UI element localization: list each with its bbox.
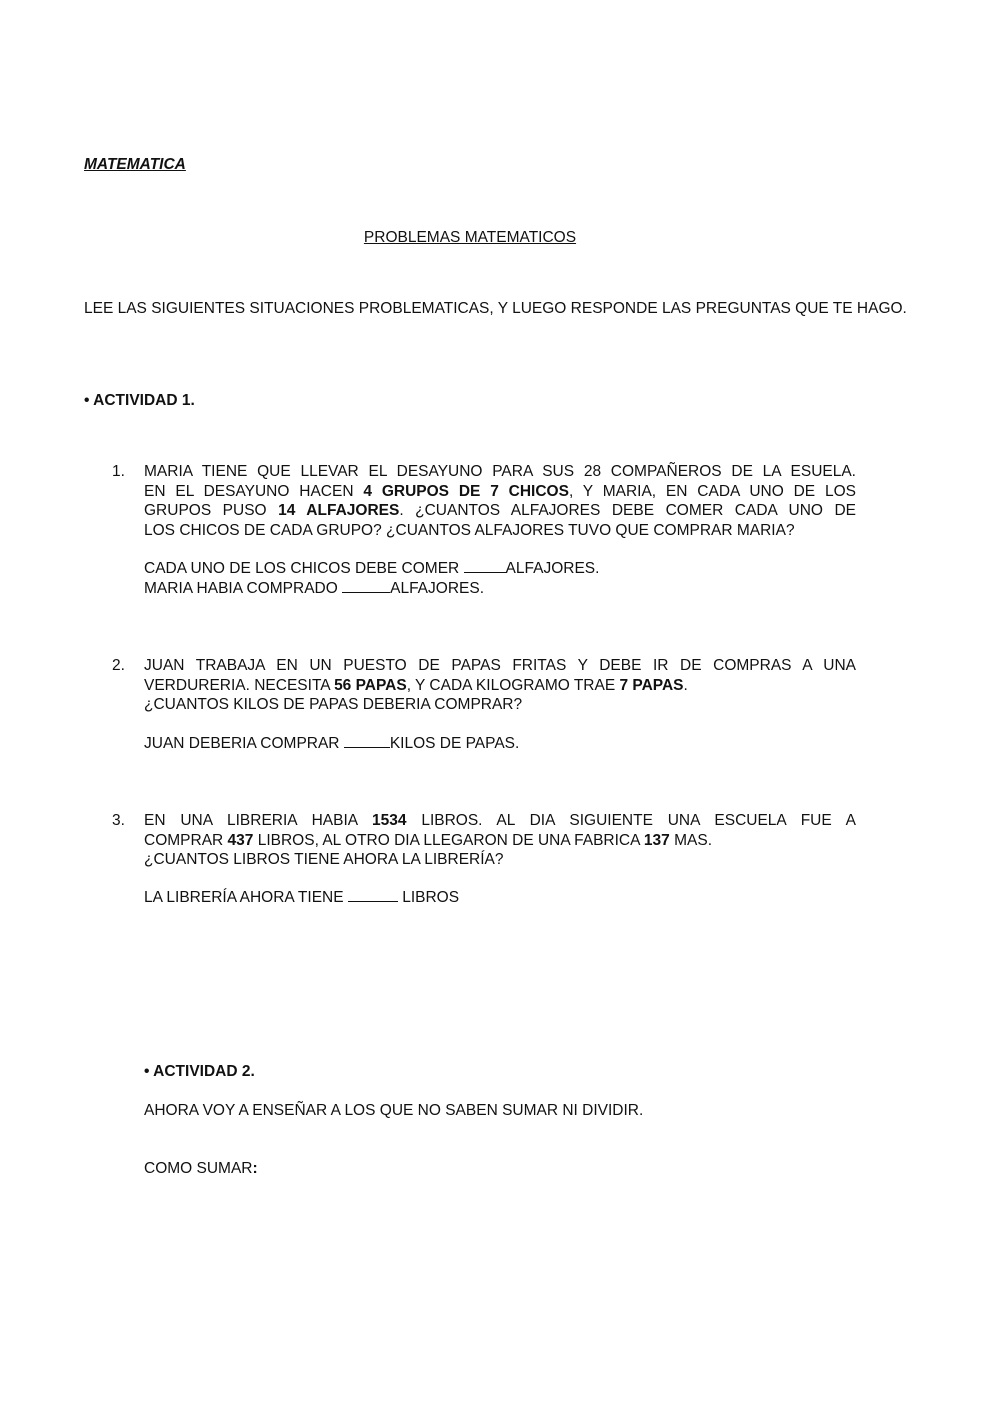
activity-1-heading: • ACTIVIDAD 1. (84, 392, 195, 409)
problem-1-answer-1: CADA UNO DE LOS CHICOS DEBE COMER ALFAJORES. (144, 560, 600, 577)
activity-2-heading: • ACTIVIDAD 2. (144, 1063, 255, 1080)
problem-1-line-2: EN EL DESAYUNO HACEN 4 GRUPOS DE 7 CHICOS, Y MARIA, EN CADA UNO DE LOS (144, 482, 856, 500)
problem-1-number: 1. (112, 463, 125, 480)
problem-2-line-1: JUAN TRABAJA EN UN PUESTO DE PAPAS FRITAS Y DEBE IR DE COMPRAS A UNA (144, 657, 856, 674)
problem-3-number: 3. (112, 812, 125, 829)
instructions-text: LEE LAS SIGUIENTES SITUACIONES PROBLEMATICAS, Y LUEGO RESPONDE LAS PREGUNTAS QUE TE HAGO. (84, 300, 907, 317)
activity-2-text: AHORA VOY A ENSEÑAR A LOS QUE NO SABEN SUMAR NI DIVIDIR. (144, 1102, 644, 1119)
problem-3-line-2: COMPRAR 437 LIBROS, AL OTRO DIA LLEGARON DE UNA FABRICA 137 MAS. (144, 831, 712, 849)
problem-2-line-2: VERDURERIA. NECESITA 56 PAPAS, Y CADA KILOGRAMO TRAE 7 PAPAS. (144, 676, 688, 694)
subject-label: MATEMATICA (84, 156, 186, 173)
problem-2-answer-1: JUAN DEBERIA COMPRAR KILOS DE PAPAS. (144, 735, 520, 752)
answer-blank[interactable] (342, 579, 390, 593)
problem-1-line-1: MARIA TIENE QUE LLEVAR EL DESAYUNO PARA SUS 28 COMPAÑEROS DE LA ESUELA. (144, 463, 856, 480)
page-title: PROBLEMAS MATEMATICOS (363, 229, 577, 246)
problem-1-answer-2: MARIA HABIA COMPRADO ALFAJORES. (144, 580, 485, 597)
problem-3-line-3: ¿CUANTOS LIBROS TIENE AHORA LA LIBRERÍA? (144, 851, 504, 868)
problem-2-number: 2. (112, 657, 125, 674)
answer-blank[interactable] (348, 888, 398, 902)
problem-1-line-3: GRUPOS PUSO 14 ALFAJORES. ¿CUANTOS ALFAJORES DEBE COMER CADA UNO DE (144, 502, 856, 519)
problem-3-line-1: EN UNA LIBRERIA HABIA 1534 LIBROS. AL DIA SIGUIENTE UNA ESCUELA FUE A (144, 812, 856, 829)
problem-1-statement (144, 462, 856, 540)
answer-blank[interactable] (464, 559, 506, 573)
problem-3-statement (144, 811, 856, 870)
how-to-add-heading: COMO SUMAR: (144, 1160, 258, 1177)
answer-blank[interactable] (344, 734, 390, 748)
problem-2-line-3: ¿CUANTOS KILOS DE PAPAS DEBERIA COMPRAR? (144, 696, 523, 713)
problem-2-statement (144, 656, 856, 715)
problem-1-line-4: LOS CHICOS DE CADA GRUPO? ¿CUANTOS ALFAJORES TUVO QUE COMPRAR MARIA? (144, 521, 795, 539)
problem-3-answer-1: LA LIBRERÍA AHORA TIENE LIBROS (144, 889, 460, 906)
